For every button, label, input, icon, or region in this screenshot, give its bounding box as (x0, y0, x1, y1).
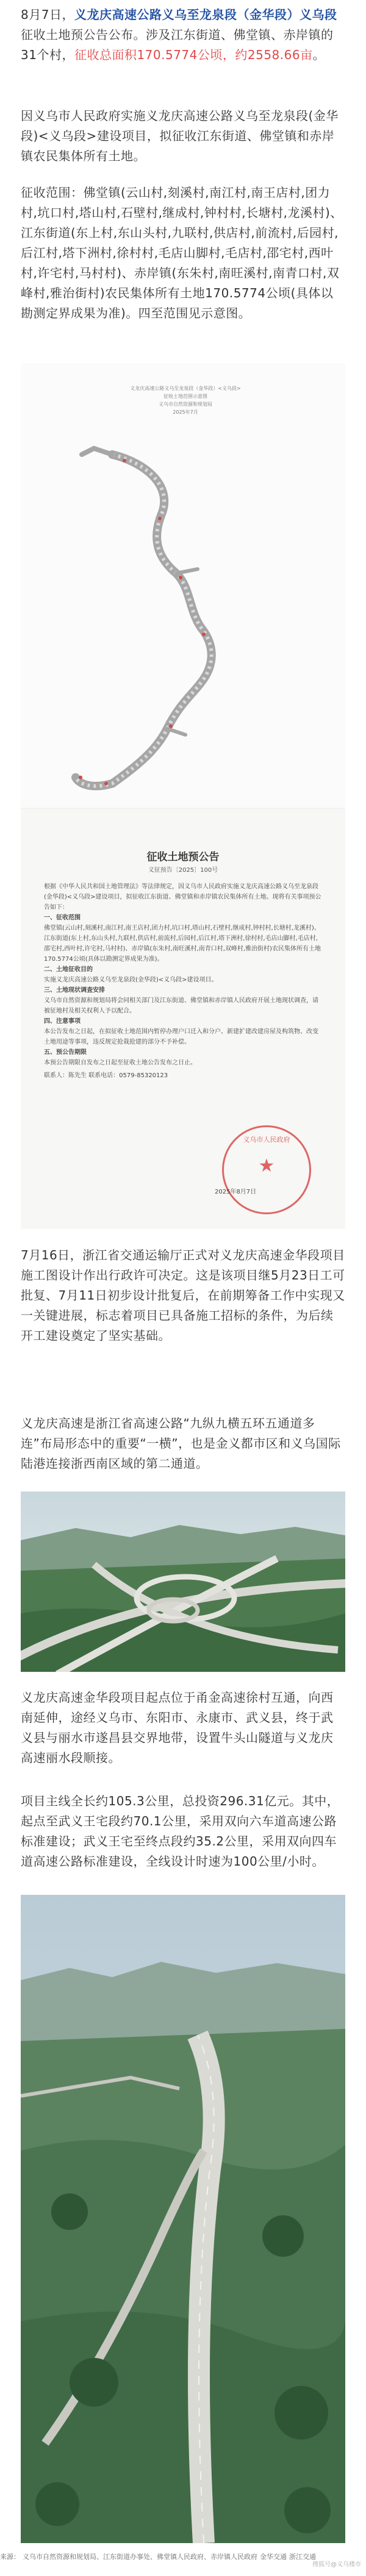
map-legend-subtitle: 征收土地范围示意图 (163, 394, 207, 399)
highway-render (21, 1895, 345, 2543)
scope-paragraph: 征收范围：佛堂镇(云山村,刻溪村,南江村,南王店村,团力村,坑口村,塔山村,石壁村,继成村,钟村村,长塘村,龙溪村)、江东街道(东上村,东山头村,九联村,供店村,前流村,后园村,后江村,塔下洲村,徐村村,毛店山脚村,毛店村,邵宅村,西叶村,许宅村,马村村)、赤岸镇(东朱村,南旺溪村,南青口村,双峰村,雅治街村)农民集体所有土地170.5774公顷(具体以勘测定界成果为准)。四至范围见示意图。 (21, 185, 343, 320)
watermark: 搜狐号@义乌楼市 (312, 2561, 361, 2568)
notice-body-intro: 根据《中华人民共和国土地管理法》等法律规定，因义乌市人民政府实施义龙庆高速公路义乌至龙泉段(金华段)<义乌段>建设项目，拟征收江东街道、佛堂镇和赤岸镇农民集体所有土地。现将有关事项预公告如下： (44, 883, 321, 911)
notice-date: 2025年8月7日 (215, 1189, 257, 1195)
notice-body-purpose: 实施义龙庆高速公路义乌至龙泉段(金华段)<义乌段>建设项目。 (44, 977, 218, 983)
notice-heading-notes: 四、注意事项 (44, 1018, 81, 1025)
notice-body-period: 本预公告期限自发布之日起至征收土地公告发布之日止。 (44, 1060, 196, 1066)
seal-star-icon: ★ (258, 1155, 275, 1177)
notice-heading-purpose: 二、土地征收目的 (44, 966, 93, 973)
approval-paragraph: 7月16日，浙江省交通运输厅正式对义龙庆高速金华段项目施工图设计作出行政许可决定。这是该项目继5月23日工可批复、7月11日初步设计批复后，在前期筹备工作中实现又一关键进展，标志着项目已具备施工招标的条件，为后续开工建设奠定了坚实基础。 (21, 1248, 345, 1343)
notice-body-notes: 本公告发布之日起，在拟征收土地范围内暂停办理户口迁入和分户、新建扩建改建房屋及构筑物、改变土地用途等事项，违反规定抢栽抢建的部分不予补偿。 (44, 1028, 318, 1046)
highway-aerial-photo (21, 1895, 345, 2543)
map-legend-issuer: 义乌市自然资源和规划局 (159, 402, 212, 407)
land-acquisition-map (21, 363, 345, 808)
interchange-aerial-photo (21, 1491, 345, 1672)
investment-paragraph: 项目主线全长约105.3公里，总投资296.31亿元。其中，起点至武义王宅段约70.1公里，采用双向六车道高速公路标准建设；武义王宅至终点段约35.2公里，采用双向四车道高速公路标准建设，全线设计时速为100公里/小时。 (21, 1794, 340, 1869)
notice-body (44, 882, 322, 1081)
source-item: 义乌市自然资源和规划局、江东街道办事处、佛堂镇人民政府、赤岸镇人民政府 (23, 2553, 257, 2561)
notice-heading-survey: 三、土地现状调查安排 (44, 987, 105, 994)
route-paragraph: 义龙庆高速金华段项目起点位于甬金高速徐村互通，向西南延伸，途经义乌市、东阳市、永康市、武义县，终于武义县与丽水市遂昌县交界地带，设置牛头山隧道与义龙庆高速丽水段顺接。 (21, 1690, 334, 1765)
notice-body-survey: 义乌市自然资源和规划局将会同相关部门及江东街道、佛堂镇和赤岸镇人民政府开展土地现状调查，请被征地村及相关权利人予以配合。 (44, 997, 318, 1014)
map-legend-title: 义龙庆高速公路义乌至龙泉段（金华段）<义乌段> (130, 386, 241, 391)
source-item: 浙江交通 (289, 2553, 316, 2561)
intro-project-name: 义龙庆高速公路义乌至龙泉段（金华段）义乌段 (74, 7, 337, 22)
notice-title: 征收土地预公告 (146, 851, 220, 863)
purpose-paragraph: 因义乌市人民政府实施义龙庆高速公路义乌至龙泉段(金华段)<义乌段>建设项目，拟征收江东街道、佛堂镇和赤岸镇农民集体所有土地。 (21, 108, 339, 163)
notice-heading-scope: 一、征收范围 (44, 915, 81, 921)
seal-text: 义乌市人民政府 (243, 1136, 290, 1144)
network-paragraph: 义龙庆高速是浙江省高速公路“九纵九横五环五通道多连”布局形态中的重要“一横”，也是金义都市区和义乌国际陆港连接浙西南区域的第二通道。 (21, 1416, 341, 1471)
intro-scope: 征收土地预公告公布。涉及江东街道、佛堂镇、赤岸镇的31个村， (21, 27, 334, 62)
interchange-render (21, 1491, 345, 1672)
source-label: 来源： (0, 2553, 20, 2561)
notice-body-scope: 佛堂镇(云山村,刻溪村,南江村,南王店村,团力村,坑口村,塔山村,石壁村,继成村,钟村村,长塘村,龙溪村)、江东街道(东上村,东山头村,九联村,供店村,前流村,后园村,后江村,塔下洲村,徐村村,毛店山脚村,毛店村,邵宅村,西叶村,许宅村,马村村)、赤岸镇(东朱村,南旺溪村,南青口村,双峰村,雅治街村)农民集体所有土地170.5774公顷(具体以勘测定界成果为准)。 (44, 925, 321, 963)
notice-contact: 联系人：陈先生 联系电话：0579-85320123 (44, 1072, 168, 1079)
route-corridor (76, 455, 212, 786)
notice-heading-period: 五、预公告期限 (44, 1049, 87, 1056)
notice-document (21, 808, 345, 1229)
intro-end: 。 (312, 48, 326, 62)
source-line (0, 2552, 366, 2561)
route-map-svg (21, 363, 345, 808)
intro-date: 8月7日， (21, 7, 74, 22)
intro-area: 征收总面积170.5774公顷，约2558.66亩 (74, 48, 313, 62)
notice-number: 义征预告〔2025〕100号 (148, 867, 218, 874)
official-seal (222, 1125, 311, 1214)
intro-paragraph (21, 5, 345, 65)
map-legend-date: 2025年7月 (173, 409, 198, 415)
source-item: 金华交通 (260, 2553, 287, 2561)
map-pins (79, 459, 206, 785)
